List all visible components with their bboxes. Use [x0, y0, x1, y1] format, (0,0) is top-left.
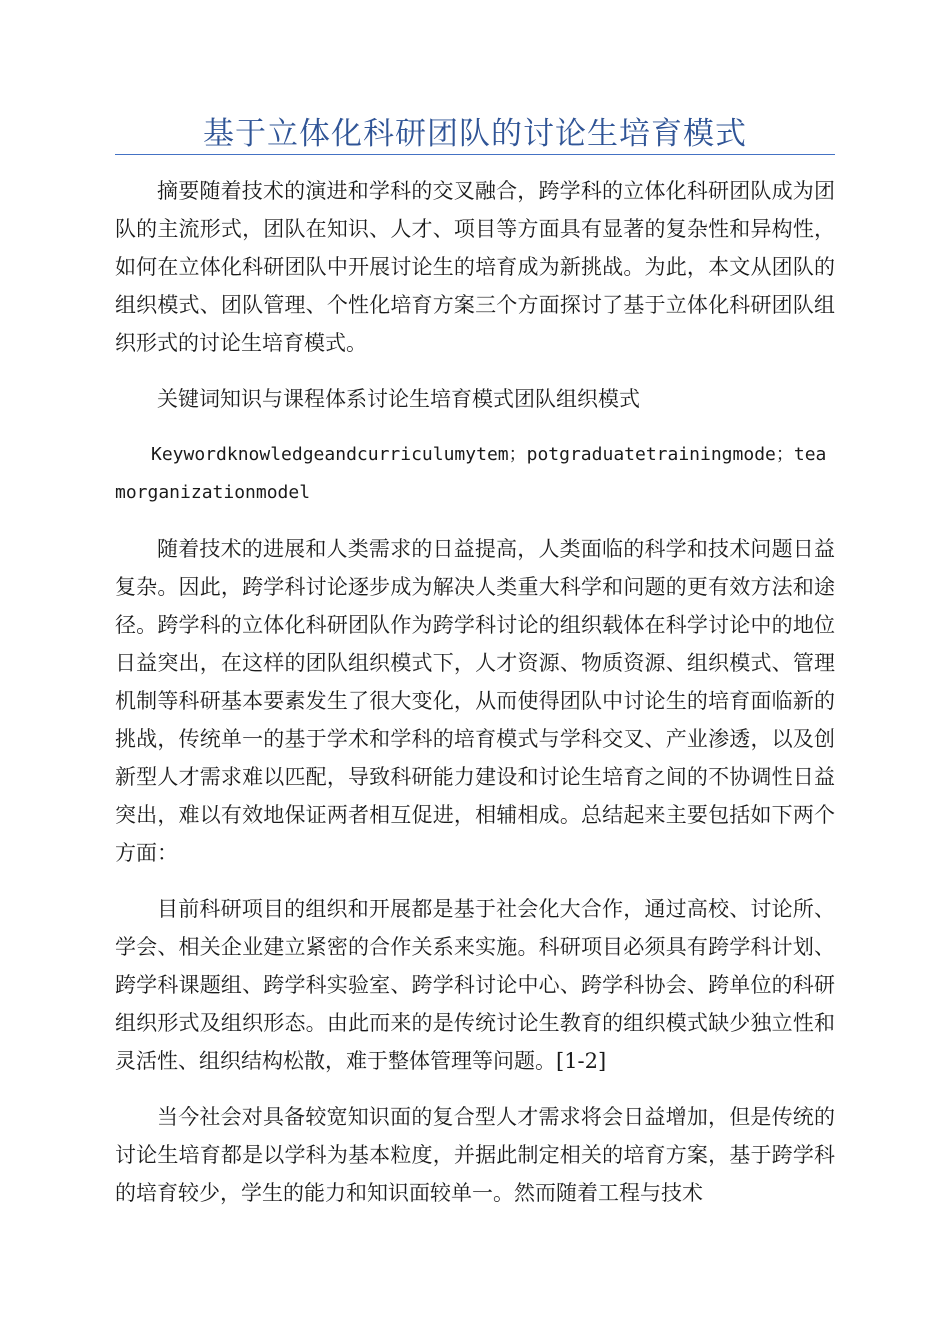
document-body — [115, 172, 835, 1230]
body-paragraph: 随着技术的进展和人类需求的日益提高，人类面临的科学和技术问题日益复杂。因此，跨学科讨论逐步成为解决人类重大科学和问题的更有效方法和途径。跨学科的立体化科研团队作为跨学科讨论的组织载体在科学讨论中的地位日益突出，在这样的团队组织模式下，人才资源、物质资源、组织模式、管理机制等科研基本要素发生了很大变化，从而使得团队中讨论生的培育面临新的挑战，传统单一的基于学术和学科的培育模式与学科交叉、产业渗透，以及创新型人才需求难以匹配，导致科研能力建设和讨论生培育之间的不协调性日益突出，难以有效地保证两者相互促进，相辅相成。总结起来主要包括如下两个方面： — [115, 537, 835, 865]
keywords-english: Keywordknowledgeandcurriculumytem；potgraduatetrainingmode；teamorganizationmodel — [115, 444, 827, 503]
document-title: 基于立体化科研团队的讨论生培育模式 — [203, 116, 747, 152]
keywords-chinese: 关键词知识与课程体系讨论生培育模式团队组织模式 — [157, 387, 640, 411]
title-underline — [115, 154, 835, 155]
abstract-paragraph: 摘要随着技术的演进和学科的交叉融合，跨学科的立体化科研团队成为团队的主流形式，团队在知识、人才、项目等方面具有显著的复杂性和异构性，如何在立体化科研团队中开展讨论生的培育成为新挑战。为此，本文从团队的组织模式、团队管理、个性化培育方案三个方面探讨了基于立体化科研团队组织形式的讨论生培育模式。 — [115, 179, 835, 355]
body-paragraph: 目前科研项目的组织和开展都是基于社会化大合作，通过高校、讨论所、学会、相关企业建立紧密的合作关系来实施。科研项目必须具有跨学科计划、跨学科课题组、跨学科实验室、跨学科讨论中心、跨学科协会、跨单位的科研组织形式及组织形态。由此而来的是传统讨论生教育的组织模式缺少独立性和灵活性、组织结构松散，难于整体管理等问题。[1-2] — [115, 897, 835, 1073]
body-paragraph: 当今社会对具备较宽知识面的复合型人才需求将会日益增加，但是传统的讨论生培育都是以学科为基本粒度，并据此制定相关的培育方案，基于跨学科的培育较少，学生的能力和知识面较单一。然而随着工程与技术 — [115, 1105, 835, 1205]
